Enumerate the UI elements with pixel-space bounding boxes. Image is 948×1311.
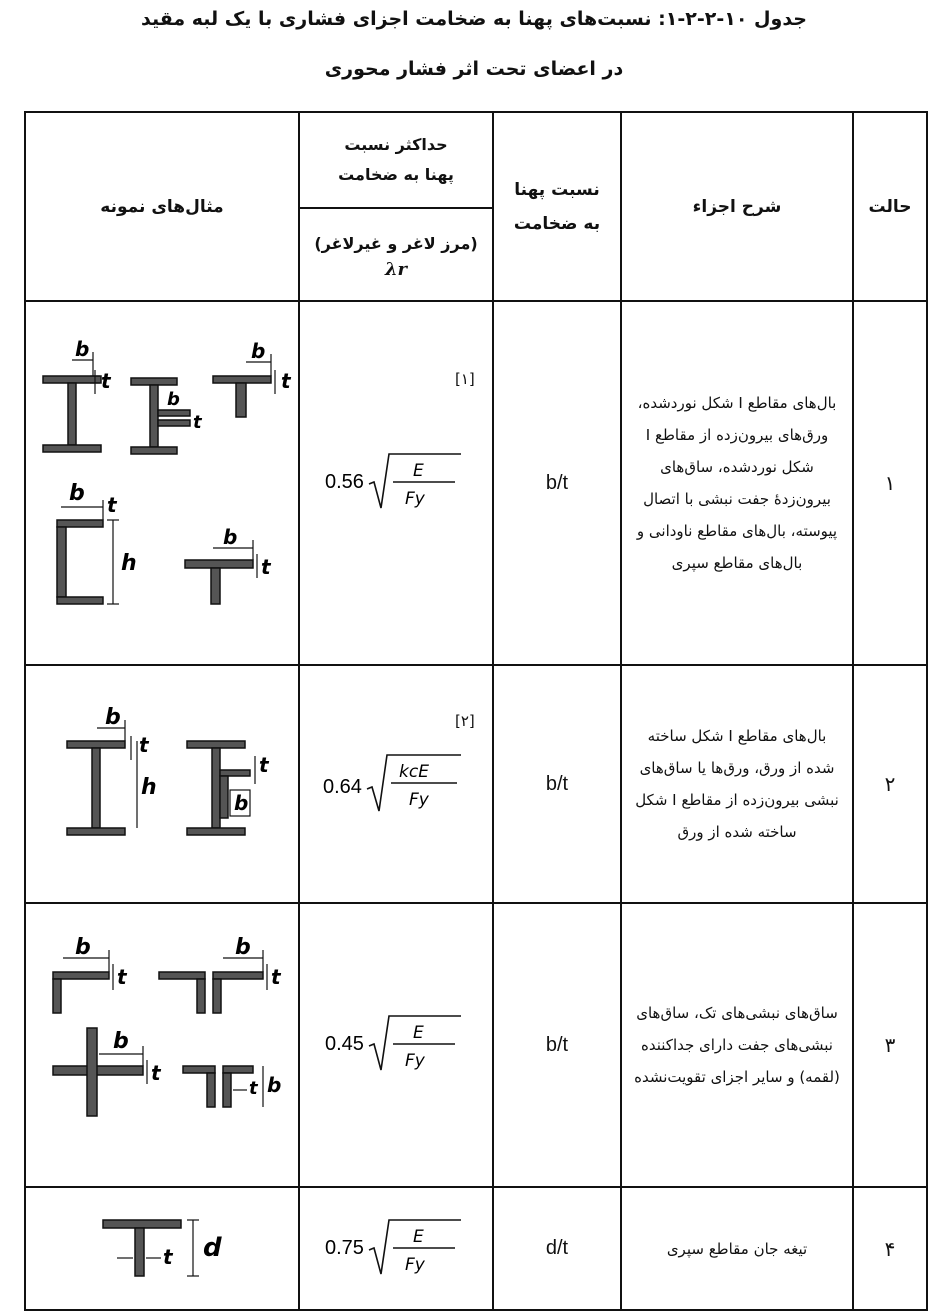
dim-b: b: [75, 337, 90, 361]
header-limit-cell: [299, 208, 493, 301]
table-title: جدول ۱۰-۲-۲-۱: نسبت‌های پهنا به ضخامت اجزای فشاری با یک لبه مقید: [140, 8, 808, 30]
dim-b: b: [251, 339, 266, 363]
rolled-i-section: [43, 376, 101, 452]
limit-numerator: E: [413, 461, 424, 481]
built-up-i-with-plate-section: [187, 741, 250, 835]
table-row: [25, 301, 927, 665]
limit-numerator: kcE: [399, 762, 429, 782]
limit-denominator: Fy: [405, 489, 425, 509]
width-thickness-table: [24, 111, 928, 1311]
dim-d: d: [203, 1233, 222, 1263]
header-ratio: نسبت پهنا به ضخامت: [493, 112, 621, 301]
case-cell: ۴: [853, 1187, 927, 1310]
dim-b: b: [234, 791, 249, 815]
limit-formula: [321, 747, 471, 821]
dim-b: b: [167, 389, 180, 410]
case-cell: ۲: [853, 665, 927, 903]
limit-cell: [299, 665, 493, 903]
description-cell: بال‌های مقاطع I شکل ساخته شده از ورق، ورق‌ها یا ساق‌های نبشی بیرون‌زده از مقاطع I شکل ساخته شده از ورق: [621, 665, 853, 903]
dim-t: t: [271, 965, 281, 989]
tee-section: [185, 560, 253, 604]
cruciform-section: [53, 1028, 143, 1116]
header-max-ratio: حداکثر نسبت پهنا به ضخامت: [299, 112, 493, 208]
limit-formula: [321, 446, 471, 520]
limit-coef: 0.64: [323, 776, 362, 798]
dim-b: b: [75, 935, 91, 960]
header-description: شرح اجزاء: [621, 112, 853, 301]
dim-t: t: [163, 1245, 173, 1269]
dim-t: t: [151, 1061, 161, 1085]
table-row: [25, 903, 927, 1187]
limit-coef: 0.45: [325, 1033, 364, 1055]
header-case: حالت: [853, 112, 927, 301]
ratio-cell: d/t: [493, 1187, 621, 1310]
header-examples: مثال‌های نمونه: [25, 112, 299, 301]
double-angle-leg-section: [183, 1066, 253, 1107]
note-ref: [۱]: [455, 370, 475, 388]
built-up-i-section: [67, 741, 125, 835]
examples-cell: [25, 903, 299, 1187]
dim-b: b: [113, 1029, 129, 1054]
section-examples-3: [27, 904, 297, 1182]
limit-formula: [321, 1212, 471, 1286]
dim-b: b: [267, 1073, 282, 1097]
limit-denominator: Fy: [405, 1051, 425, 1071]
limit-cell: [299, 903, 493, 1187]
limit-numerator: E: [413, 1226, 424, 1247]
examples-cell: [25, 1187, 299, 1310]
description-cell: ساق‌های نبشی‌های تک، ساق‌های نبشی‌های جفت دارای جداکننده (لقمه) و سایر اجزای تقویت‌نشده: [621, 903, 853, 1187]
dim-b: b: [105, 705, 121, 730]
dim-b: b: [69, 481, 85, 506]
limit-numerator: E: [413, 1023, 424, 1043]
limit-coef: 0.75: [325, 1236, 364, 1259]
dim-t: t: [259, 753, 269, 777]
ratio-cell: b/t: [493, 665, 621, 903]
channel-section: [57, 520, 103, 604]
dim-h: h: [141, 775, 157, 800]
table-row: [25, 1187, 927, 1310]
note-ref: [۲]: [455, 712, 475, 730]
ratio-cell: b/t: [493, 301, 621, 665]
limit-cell: [299, 1187, 493, 1310]
description-cell: بال‌های مقاطع I شکل نوردشده، ورق‌های بیرون‌زده از مقاطع I شکل نوردشده، ساق‌های بیرون‌زدهٔ جفت نبشی با اتصال پیوسته، بال‌های مقاطع ناودانی و بال‌های مقاطع سپری: [621, 301, 853, 665]
examples-cell: [25, 665, 299, 903]
dim-b: b: [223, 525, 238, 549]
double-angle-spaced-section: [159, 972, 263, 1013]
limit-denominator: Fy: [405, 1254, 425, 1275]
dim-t: t: [101, 369, 111, 393]
section-examples-2: [27, 666, 297, 898]
header-limit: (مرز لاغر و غیرلاغر): [314, 234, 478, 253]
limit-formula: [321, 1008, 471, 1082]
table-subtitle: در اعضای تحت اثر فشار محوری: [324, 58, 624, 80]
dim-t: t: [117, 965, 127, 989]
i-with-plates-section: [131, 378, 190, 454]
table-row: [25, 665, 927, 903]
limit-denominator: Fy: [409, 790, 429, 810]
description-cell: تیغه جان مقاطع سپری: [621, 1187, 853, 1310]
header-lambda: λr: [384, 259, 408, 280]
case-cell: ۱: [853, 301, 927, 665]
limit-cell: [299, 301, 493, 665]
dim-t: t: [139, 733, 149, 757]
dim-t: t: [261, 555, 271, 579]
limit-coef: 0.56: [325, 471, 364, 493]
double-angle-section: [213, 376, 271, 417]
section-examples-4: [27, 1188, 297, 1305]
dim-t: t: [193, 412, 202, 433]
dim-t: t: [107, 493, 117, 517]
case-cell: ۳: [853, 903, 927, 1187]
single-angle-section: [53, 972, 109, 1013]
ratio-cell: b/t: [493, 903, 621, 1187]
dim-b: b: [235, 935, 251, 960]
examples-cell: [25, 301, 299, 665]
dim-h: h: [121, 551, 137, 576]
section-examples-1: [27, 302, 297, 660]
dim-t: t: [249, 1078, 258, 1099]
dim-t: t: [281, 369, 291, 393]
